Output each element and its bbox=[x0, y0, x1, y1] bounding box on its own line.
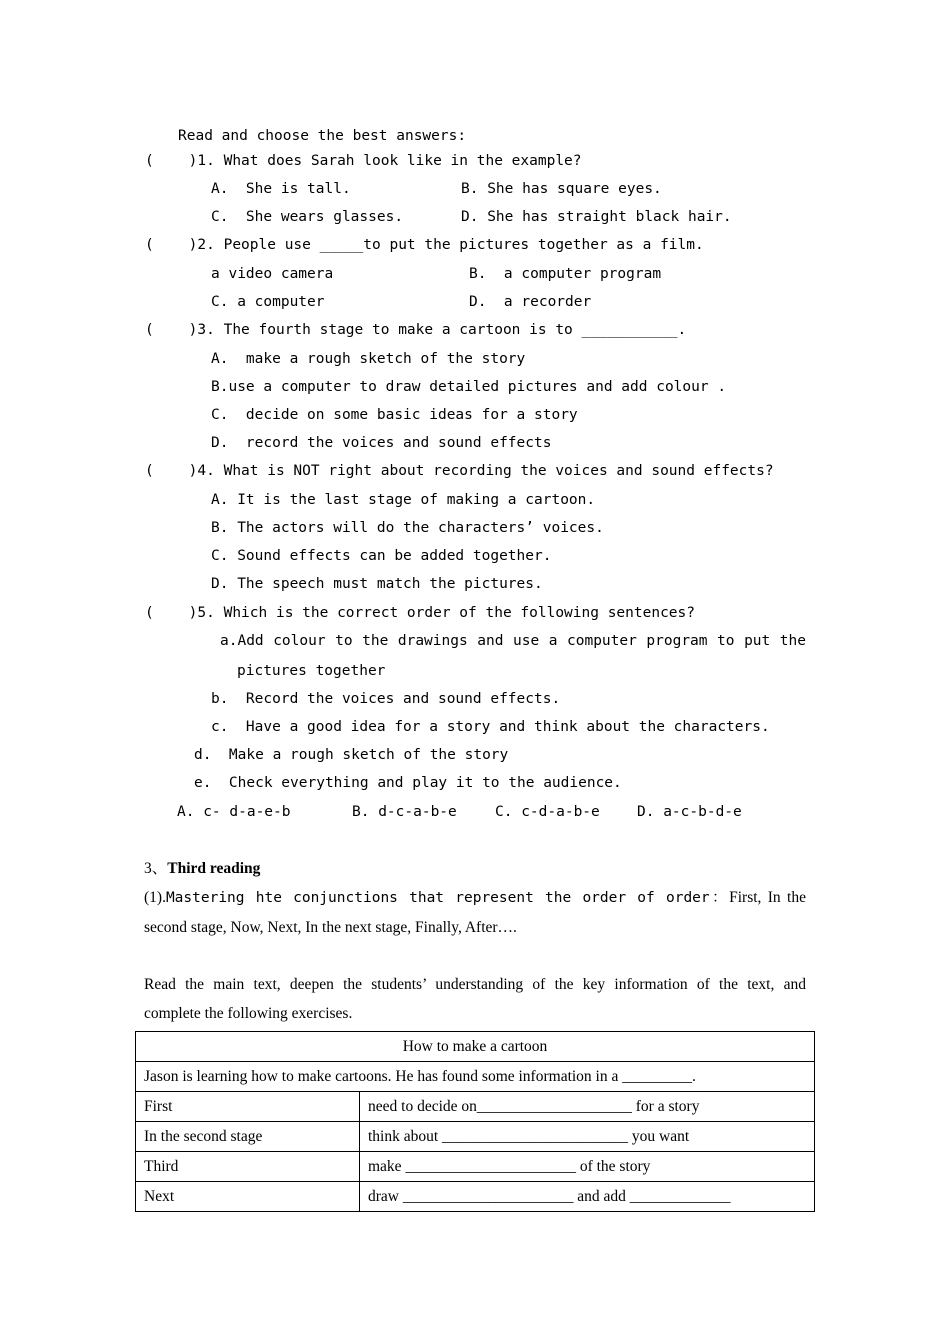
question-stem: People use _____to put the pictures together as a film. bbox=[223, 237, 704, 253]
cartoon-table bbox=[135, 1031, 815, 1212]
option: B. She has square eyes. bbox=[461, 181, 662, 197]
detail-cell[interactable]: need to decide on____________________ for a story bbox=[360, 1092, 815, 1122]
detail-cell[interactable]: make ______________________ of the story bbox=[360, 1152, 815, 1182]
question-5 bbox=[145, 606, 695, 621]
detail-cell[interactable]: think about ________________________ you want bbox=[360, 1122, 815, 1152]
question-stem: The fourth stage to make a cartoon is to ___________. bbox=[223, 322, 687, 338]
section-heading bbox=[144, 861, 260, 877]
table-row bbox=[136, 1092, 815, 1122]
order-item-a-cont: pictures together bbox=[237, 663, 386, 679]
order-item-a: a.Add colour to the drawings and use a computer program to put the bbox=[220, 633, 806, 649]
option: B. a computer program bbox=[469, 266, 662, 282]
question-number: 3. bbox=[197, 322, 215, 338]
table-title: How to make a cartoon bbox=[136, 1032, 815, 1062]
option: B. The actors will do the characters’ voices. bbox=[211, 520, 604, 536]
option: B.use a computer to draw detailed pictures and add colour . bbox=[211, 379, 727, 395]
option: a video camera bbox=[211, 266, 334, 282]
question-2 bbox=[145, 238, 704, 253]
answer-blank[interactable]: ( ) bbox=[145, 605, 198, 621]
point-1-line-1 bbox=[144, 890, 806, 906]
instruction: Read and choose the best answers: bbox=[178, 128, 467, 144]
table-title-row bbox=[136, 1032, 815, 1062]
point-tail: First, In the bbox=[729, 889, 806, 906]
choice-a: A. c- d-a-e-b bbox=[177, 804, 291, 820]
question-4 bbox=[145, 464, 774, 479]
option: A. It is the last stage of making a cartoon. bbox=[211, 492, 596, 508]
question-number: 1. bbox=[197, 153, 215, 169]
answer-blank[interactable]: ( ) bbox=[145, 463, 198, 479]
question-number: 2. bbox=[197, 237, 215, 253]
table-intro-row bbox=[136, 1062, 815, 1092]
choice-d: D. a-c-b-d-e bbox=[637, 804, 742, 820]
question-stem: What is NOT right about recording the voices and sound effects? bbox=[223, 463, 774, 479]
order-item-e: e. Check everything and play it to the audience. bbox=[194, 775, 622, 791]
stage-cell: Next bbox=[136, 1182, 360, 1212]
table-row bbox=[136, 1122, 815, 1152]
option: D. The speech must match the pictures. bbox=[211, 576, 543, 592]
point-1-line-2: second stage, Now, Next, In the next stage, Finally, After…. bbox=[144, 919, 517, 936]
section-number: 3、 bbox=[144, 860, 168, 877]
stage-cell: Third bbox=[136, 1152, 360, 1182]
option: D. record the voices and sound effects bbox=[211, 435, 552, 451]
answer-blank[interactable]: ( ) bbox=[145, 153, 198, 169]
point-mono-text: Mastering hte conjunctions that represent the order of order： bbox=[165, 890, 730, 906]
choice-b: B. d-c-a-b-e bbox=[352, 804, 457, 820]
option: C. Sound effects can be added together. bbox=[211, 548, 552, 564]
instruction-line-2: complete the following exercises. bbox=[144, 1005, 353, 1022]
option: C. a computer bbox=[211, 294, 325, 310]
option: C. She wears glasses. bbox=[211, 209, 404, 225]
option: A. make a rough sketch of the story bbox=[211, 351, 526, 367]
section-title: Third reading bbox=[167, 860, 261, 877]
answer-blank[interactable]: ( ) bbox=[145, 322, 198, 338]
option: C. decide on some basic ideas for a story bbox=[211, 407, 578, 423]
answer-blank[interactable]: ( ) bbox=[145, 237, 198, 253]
order-item-c: c. Have a good idea for a story and think about the characters. bbox=[211, 719, 770, 735]
stage-cell: First bbox=[136, 1092, 360, 1122]
option: A. She is tall. bbox=[211, 181, 351, 197]
choice-c: C. c-d-a-b-e bbox=[495, 804, 600, 820]
question-stem: What does Sarah look like in the example? bbox=[214, 153, 582, 169]
table-row bbox=[136, 1152, 815, 1182]
table-row bbox=[136, 1182, 815, 1212]
point-prefix: (1). bbox=[144, 889, 166, 906]
order-item-b: b. Record the voices and sound effects. bbox=[211, 691, 561, 707]
stage-cell: In the second stage bbox=[136, 1122, 360, 1152]
option: D. a recorder bbox=[469, 294, 592, 310]
question-1 bbox=[145, 154, 582, 169]
detail-cell[interactable]: draw ______________________ and add _____________ bbox=[360, 1182, 815, 1212]
question-stem: Which is the correct order of the following sentences? bbox=[223, 605, 695, 621]
instruction-line-1: Read the main text, deepen the students’ understanding of the key information of the text, and bbox=[144, 976, 806, 993]
table-intro[interactable]: Jason is learning how to make cartoons. He has found some information in a _________. bbox=[136, 1062, 815, 1092]
question-number: 4. bbox=[197, 463, 215, 479]
question-number: 5. bbox=[197, 605, 215, 621]
order-item-d: d. Make a rough sketch of the story bbox=[194, 747, 509, 763]
option: D. She has straight black hair. bbox=[461, 209, 732, 225]
question-3 bbox=[145, 323, 686, 338]
